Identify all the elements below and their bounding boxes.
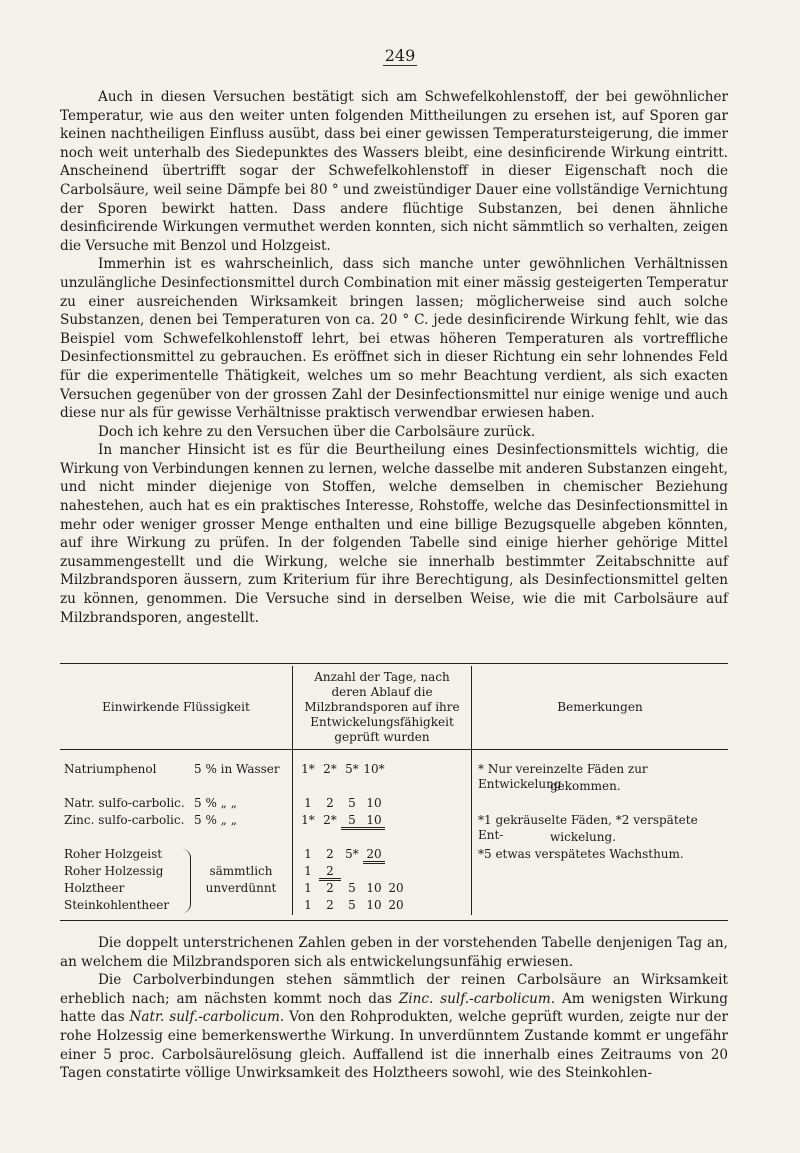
- paragraph-1: Auch in diesen Versuchen bestätigt sich am Schwefelkohlenstoff, der bei gewöhnlicher Temperatur, wie aus den weiter unten folgenden Mittheilungen zu ersehen ist, auf Sporen gar keinen nachtheiligen Einfluss ausübt, dass bei einer gewissen Temperatursteigerung, die immer noch weit unterhalb des Siedepunktes des Wassers bleibt, eine desinficirende Wirkung eintritt. Anscheinend übertrifft sogar der Schwefelkohlenstoff in dieser Eigenschaft noch die Carbolsäure, weil seine Dämpfe bei 80 ° und zweistündiger Dauer eine vollständige Vernichtung der Sporen bewirkt hatten. Dass andere flüchtige Substanzen, bei denen ähnliche desinficirende Wirkungen vermuthet werden konnten, sich nicht sämmtlich so verhalten, zeigen die Versuche mit Benzol und Holzgeist.: [60, 89, 728, 254]
- table-bottom-rule: [60, 920, 728, 921]
- remark: *5 etwas verspätetes Wachsthum.: [478, 847, 684, 861]
- header-days: Anzahl der Tage, nach deren Ablauf die Milzbrandsporen auf ihre Entwickelungsfähigkeit geprüft wurden: [293, 666, 472, 750]
- paragraph-4: In mancher Hinsicht ist es für die Beurtheilung eines Desinfectionsmittels wichtig, die Wirkung von Verbindungen kennen zu lernen, welche dasselbe mit anderen Substanzen eingeht, und nicht minder diejenige von Stoffen, welche demselben in chemischer Beziehung nahestehen, auch hat es ein praktisches Interesse, Rohstoffe, welche das Desinfectionsmittel in mehr oder weniger grosser Menge enthalten und eine billige Bezugsquelle abgeben könnten, auf ihre Wirkung zu prüfen. In der folgenden Tabelle sind einige hierher gehörige Mittel zusammengestellt und die Wirkung, welche sie innerhalb bestimmter Zeitabschnitte auf Milzbrandsporen äussern, zum Kriterium für ihre Berechtigung, als Desinfectionsmittel gelten zu können, genommen. Die Versuche sind in derselben Weise, wie die mit Carbolsäure auf Milzbrandsporen, angestellt.: [60, 442, 728, 626]
- remarks-cell: * Nur vereinzelte Fäden zur Entwickelung gekommen. *1 gekräuselte Fäden, *2 verspätete Ent- wickelung. *5 etwas verspätetes Wachsthum.: [472, 750, 729, 916]
- double-underlined-day: 20: [363, 847, 385, 864]
- day-values: 1 2 5 10 20: [304, 881, 404, 895]
- table-row: Roher Holzessig: [64, 864, 164, 878]
- table-row: Natr. sulfo-carbolic. 5 % „ „: [64, 796, 237, 810]
- remark: *1 gekräuselte Fäden, *2 verspätete Ent-: [478, 813, 698, 842]
- results-table: [60, 666, 728, 915]
- paragraph-2: Immerhin ist es wahrscheinlich, dass sich manche unter gewöhnlichen Verhältnissen unzulängliche Desinfectionsmittel durch Combination mit einer mässig gesteigerten Temperatur zu einer ausreichenden Wirksamkeit bringen lassen; möglicherweise sind auch solche Substanzen, denen bei Temperaturen von ca. 20 ° C. jede desinficirende Wirkung fehlt, wie das Beispiel vom Schwefelkohlenstoff lehrt, bei etwas höheren Temperaturen als vortreffliche Desinfectionsmittel zu gebrauchen. Es eröffnet sich in dieser Richtung ein sehr lohnendes Feld für die experimentelle Thätigkeit, welches um so mehr Beachtung verdient, als sich exacten Versuchen gegenüber von der grossen Zahl der Desinfectionsmittel nur einige wenige und auch diese nur als für gewisse Verhältnisse praktisch verwendbar erwiesen haben.: [60, 256, 728, 422]
- table-row: Natriumphenol 5 % in Wasser: [64, 762, 280, 776]
- double-underlined-day: 2: [319, 864, 341, 881]
- raw-products-group: Roher Holzgeist Roher Holzessig Holztheer Steinkohlentheer sämmtlich unverdünnt: [64, 847, 288, 915]
- remark: * Nur vereinzelte Fäden zur Entwickelung: [478, 762, 648, 791]
- double-underlined-day: 10: [363, 813, 385, 830]
- paragraph-6: Die Carbolverbindungen stehen sämmtlich der reinen Carbolsäure an Wirksamkeit erheblich nach; am nächsten kommt noch das Zinc. sulf.-carbolicum. Am wenigsten Wirkung hatte das Natr. sulf.-carbolicum. Von den Rohprodukten, welche geprüft wurden, zeigte nur der rohe Holzessig eine bemerkenswerthe Wirkung. In unverdünntem Zustande kommt er ungefähr einer 5 proc. Carbolsäurelösung gleich. Auffallend ist die innerhalb eines Zeitraums von 20 Tagen constatirte völlige Unwirksamkeit des Holztheers sowohl, wie des Steinkohlen-: [60, 972, 728, 1082]
- header-substance: Einwirkende Flüssigkeit: [60, 666, 293, 750]
- table-row: Roher Holzgeist: [64, 847, 163, 861]
- paragraph-3: Doch ich kehre zu den Versuchen über die Carbolsäure zurück.: [98, 423, 536, 440]
- table-row: Zinc. sulfo-carbolic. 5 % „ „: [64, 813, 237, 827]
- table-top-rule: [60, 663, 728, 664]
- body-text-top: [60, 88, 728, 627]
- paragraph-5: Die doppelt unterstrichenen Zahlen geben in der vorstehenden Tabelle denjenigen Tag an, an welchem die Milzbrandsporen sich als entwickelungsunfähig erwiesen.: [60, 935, 728, 970]
- grouping-brace: [182, 849, 191, 913]
- day-values: 1 2 5* 20: [297, 847, 467, 864]
- day-values: 1 2 5 10 20: [304, 898, 404, 912]
- day-values: 1 2 5 10: [304, 796, 382, 810]
- table-row: Holztheer: [64, 881, 125, 895]
- page-number: 249: [384, 46, 416, 65]
- day-values: 1* 2* 5 10: [297, 813, 467, 830]
- day-values: 1 2: [297, 864, 467, 881]
- table-row: Steinkohlentheer: [64, 898, 170, 912]
- day-values: 1* 2* 5* 10*: [301, 762, 385, 776]
- header-remarks: Bemerkungen: [472, 666, 729, 750]
- substance-cell: [60, 750, 293, 916]
- days-cell: [293, 750, 472, 916]
- double-underlined-day: 5: [341, 813, 363, 830]
- body-text-bottom: [60, 934, 728, 1083]
- group-concentration: sämmtlich: [209, 864, 273, 878]
